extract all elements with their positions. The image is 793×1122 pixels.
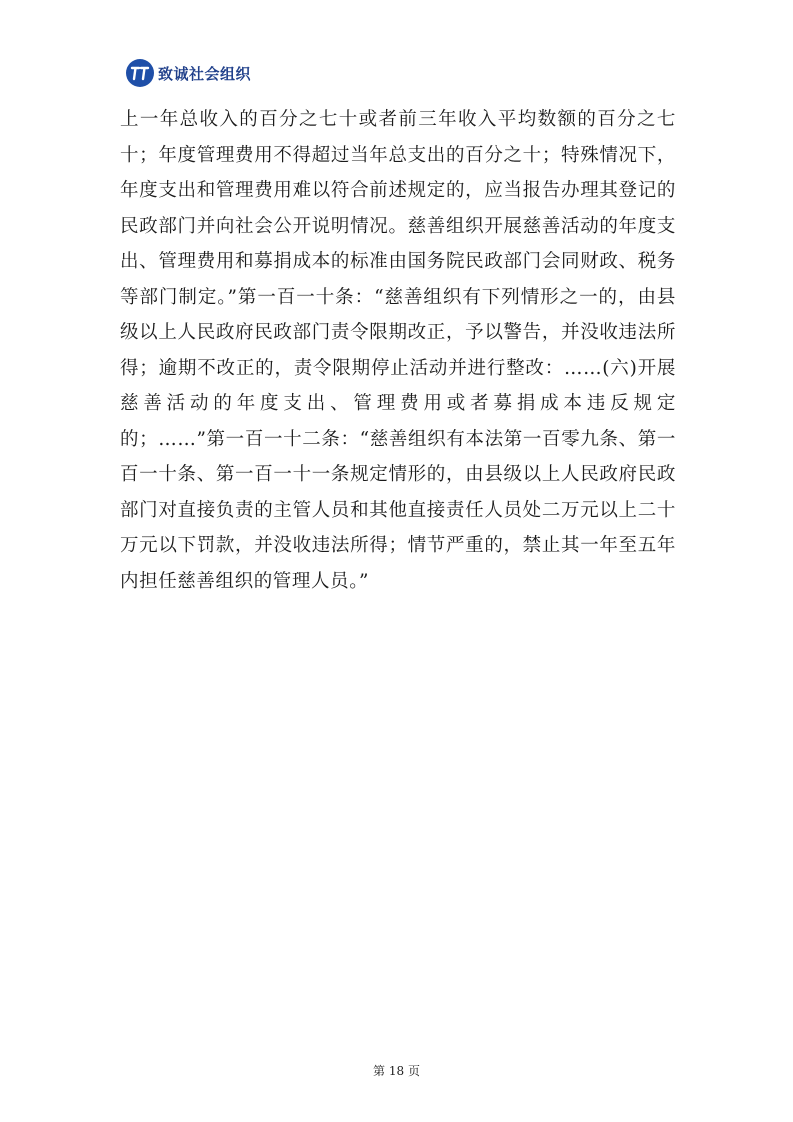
tt-circle-logo-icon	[126, 59, 154, 87]
body-paragraph: 上一年总收入的百分之七十或者前三年收入平均数额的百分之七十；年度管理费用不得超过当年总支出的百分之十；特殊情况下，年度支出和管理费用难以符合前述规定的，应当报告办理其登记的民政部门并向社会公开说明情况。慈善组织开展慈善活动的年度支出、管理费用和募捐成本的标准由国务院民政部门会同财政、税务等部门制定。”第一百一十条：“慈善组织有下列情形之一的，由县级以上人民政府民政部门责令限期改正，予以警告，并没收违法所得；逾期不改正的，责令限期停止活动并进行整改：……(六)开展慈善活动的年度支出、管理费用或者募捐成本违反规定的；……”第一百一十二条：“慈善组织有本法第一百零九条、第一百一十条、第一百一十一条规定情形的，由县级以上人民政府民政部门对直接负责的主管人员和其他直接责任人员处二万元以上二十万元以下罚款，并没收违法所得；情节严重的，禁止其一年至五年内担任慈善组织的管理人员。”	[120, 109, 676, 592]
header-logo	[126, 58, 251, 88]
org-name: 致诚社会组织	[158, 64, 252, 83]
page-number: 第 18 页	[373, 1064, 420, 1078]
